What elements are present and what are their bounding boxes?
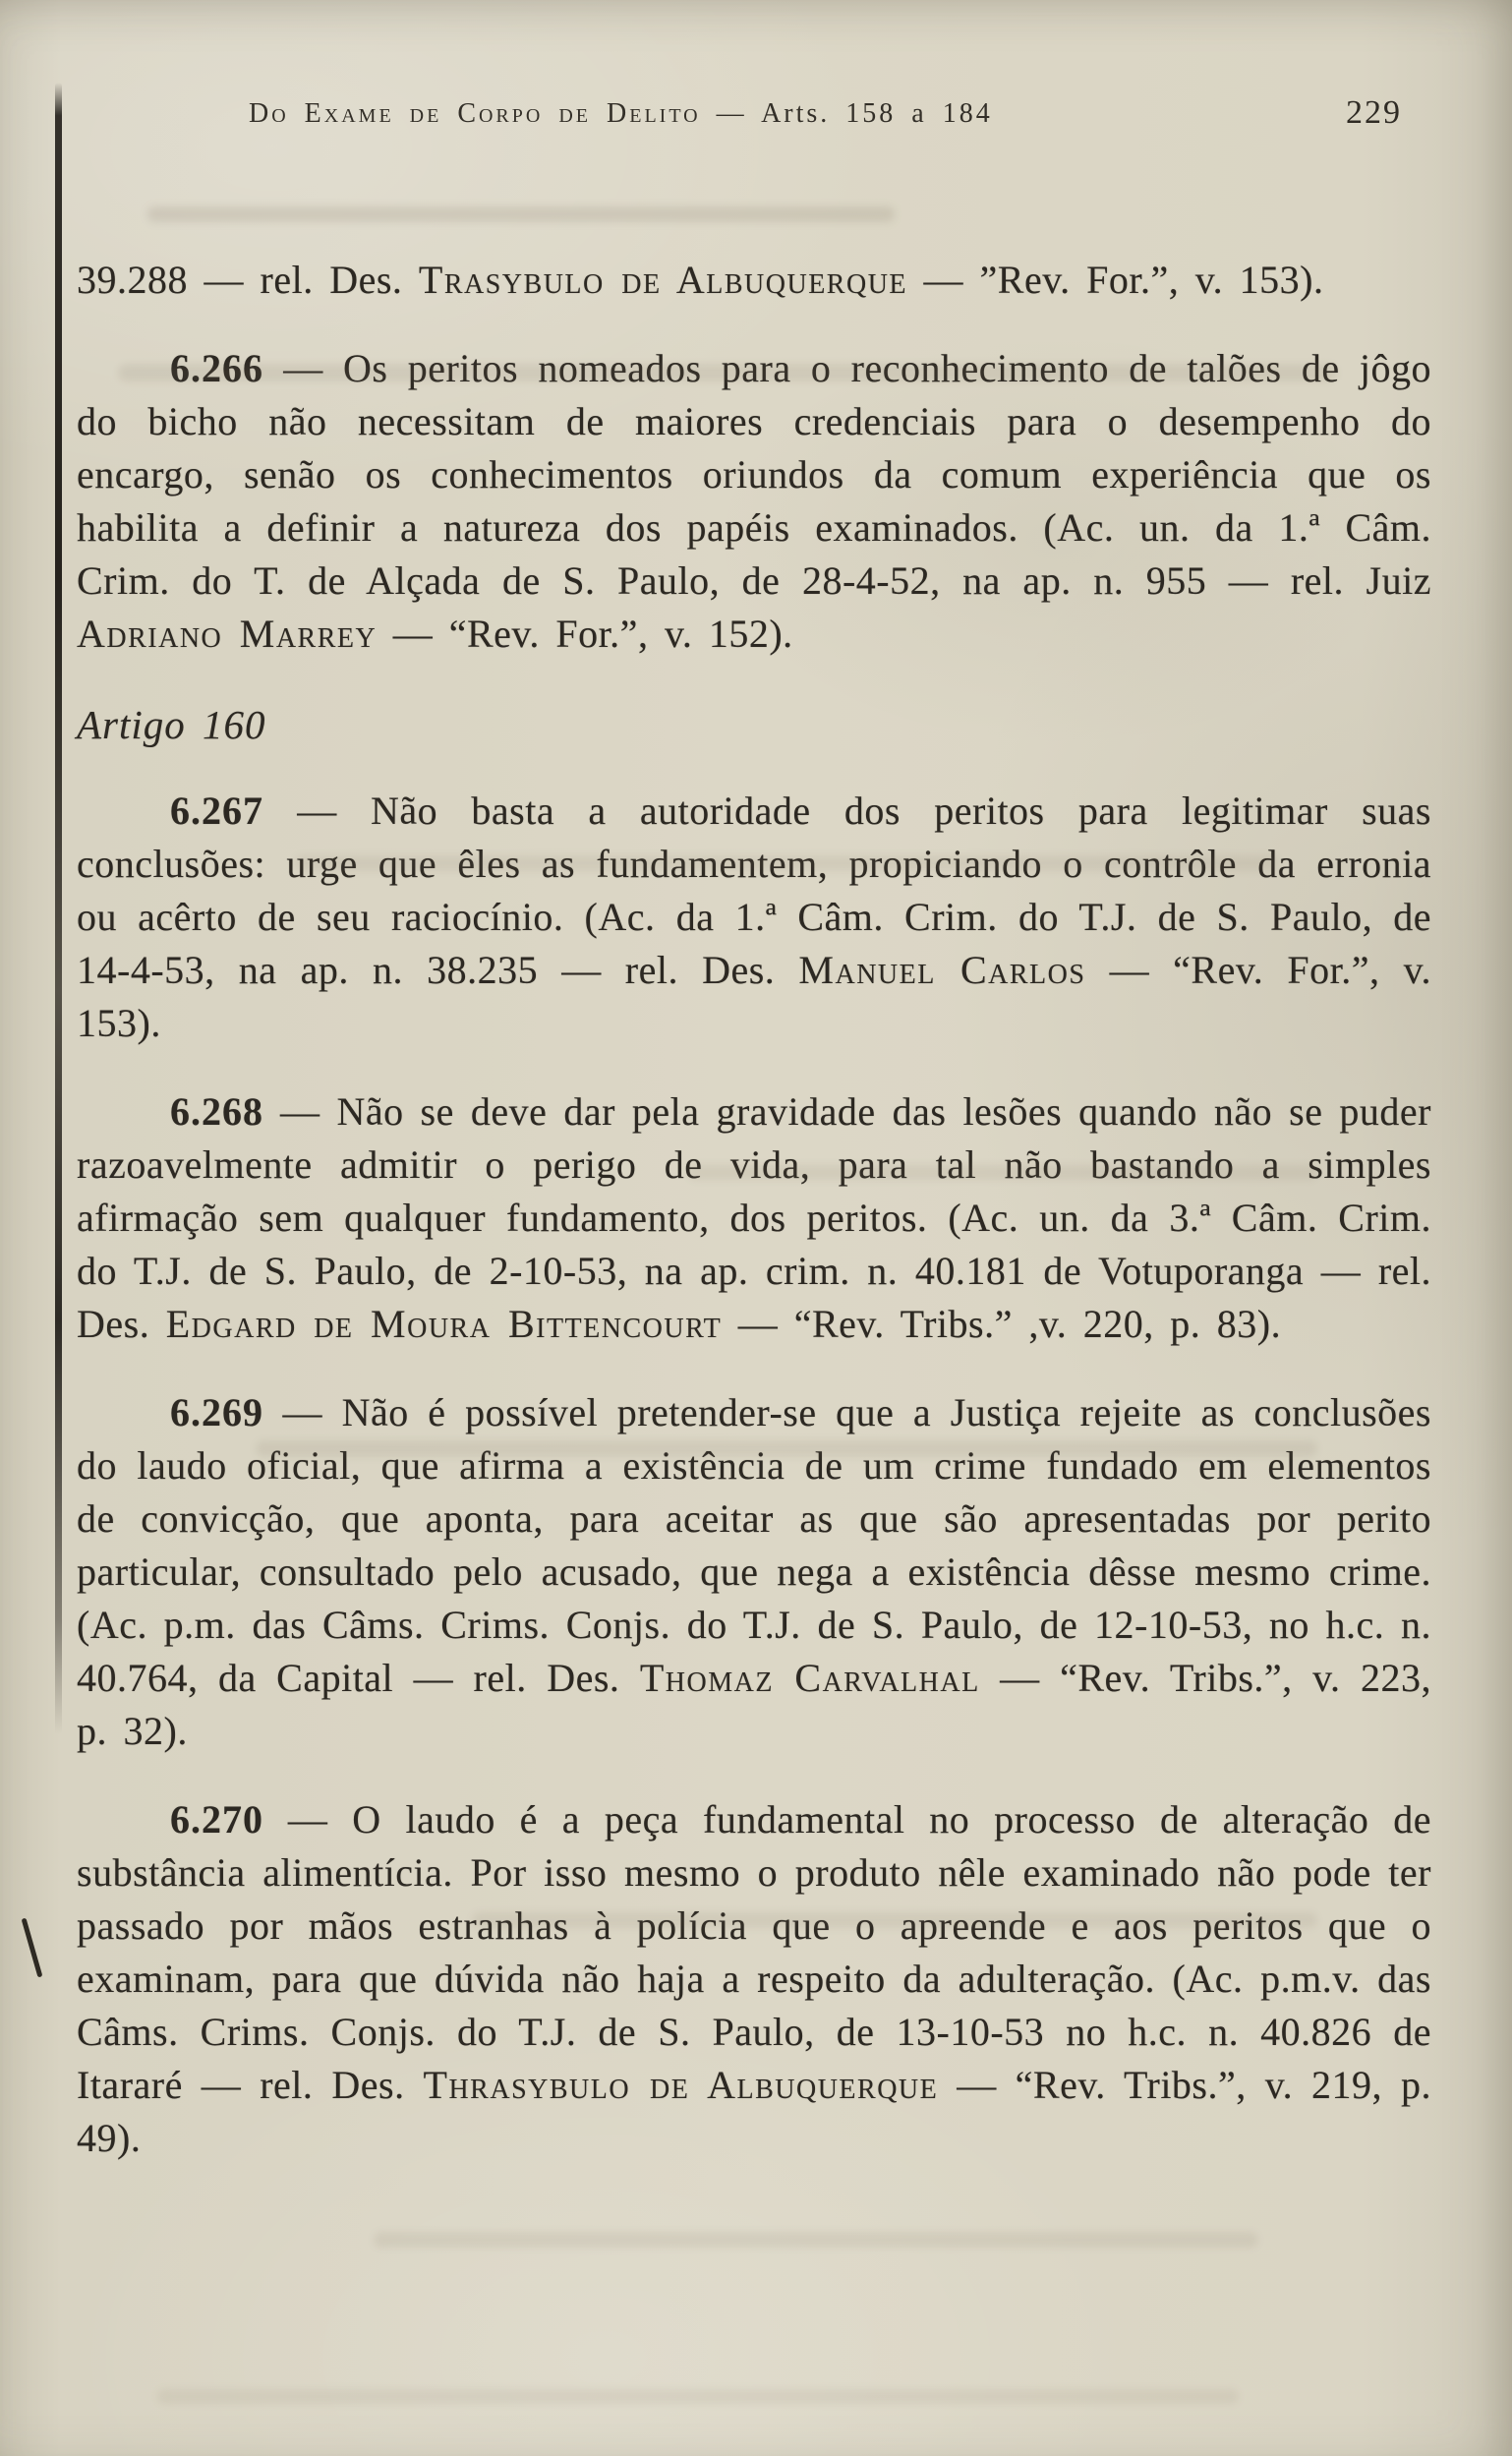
citation-text: — “Rev. For.”, v. 153). [77,948,1431,1045]
bleedthrough-artifact [157,2389,1239,2404]
citation-text: — “Rev. For.”, v. 152). [377,612,793,656]
running-title [249,98,993,130]
citation-text: — “Rev. Tribs.” ,v. 220, p. 83). [722,1302,1282,1346]
page-number: 229 [1346,94,1402,131]
bleedthrough-artifact [295,855,1278,871]
paragraph-39288 [77,254,1431,307]
judge-name: Manuel Carlos [798,948,1086,992]
entry-text: 39.288 — rel. Des. [77,258,419,302]
entry-number: 6.269 [170,1390,263,1434]
bleedthrough-artifact [118,364,1337,381]
bleedthrough-artifact [147,206,895,222]
bleedthrough-artifact [688,1165,1317,1180]
running-title-articles-range: — Arts. 158 a 184 [716,98,993,129]
text-block [77,254,1431,2165]
paragraph-6266 [77,342,1431,661]
running-head [77,0,1431,138]
citation-text: — ”Rev. For.”, v. 153). [907,258,1324,302]
bleedthrough-artifact [472,1912,1317,1928]
entry-text: — Não basta a autoridade dos peritos para legitimar suas conclusões: urge que êles as fundamentem, propiciando o contrôle da erronia ou acêrto de seu raciocínio. (Ac. da 1.ª Câm. Crim. do T.J. de S. Paulo, de 14-4-53, na ap. n. 38.235 — rel. Des. [77,789,1431,992]
citation-text: — “Rev. Tribs.”, v. 223, p. 32). [77,1656,1431,1753]
entry-number: 6.270 [170,1797,263,1842]
scan-gutter-line [55,83,62,1734]
entry-number: 6.268 [170,1089,263,1134]
entry-text: — O laudo é a peça fundamental no processo de alteração de substância alimentícia. Por isso mesmo o produto nêle examinado não pode ter passado por mãos estranhas à polícia que o apreende e aos peritos que o examinam, para que dúvida não haja a respeito da adulteração. (Ac. p.m.v. das Câms. Crims. Conjs. do T.J. de S. Paulo, de 13-10-53 no h.c. n. 40.826 de Itararé — rel. Des. [77,1797,1431,2107]
paragraph-6267 [77,785,1431,1050]
scan-stray-mark [22,1918,43,1978]
entry-text: — Os peritos nomeados para o reconhecimento de talões de jôgo do bicho não necessitam de maiores credenciais para o desempenho do encargo, senão os conhecimentos oriundos da comum experiência que os habilita a definir a natureza dos papéis examinados. (Ac. un. da 1.ª Câm. Crim. do T. de Alçada de S. Paulo, de 28-4-52, na ap. n. 955 — rel. Juiz [77,346,1431,603]
citation-text: — “Rev. Tribs.”, v. 219, p. 49). [77,2063,1431,2160]
judge-name: Thomaz Carvalhal [639,1656,980,1700]
entry-number: 6.266 [170,346,263,390]
entry-text: — Não é possível pretender-se que a Justiça rejeite as conclusões do laudo oficial, que afirma a existência de um crime fundado em elementos de convicção, que aponta, para aceitar as que são apresentadas por perito particular, consultado pelo acusado, que nega a existência dêsse mesmo crime. (Ac. p.m. das Câms. Crims. Conjs. do T.J. de S. Paulo, de 12-10-53, no h.c. n. 40.764, da Capital — rel. Des. [77,1390,1431,1700]
bleedthrough-artifact [374,2232,1258,2248]
judge-name: Adriano Marrey [77,612,378,656]
judge-name: Trasybulo de Albuquerque [418,258,908,302]
judge-name: Edgard de Moura Bittencourt [165,1302,723,1346]
paragraph-6270 [77,1793,1431,2165]
entry-number: 6.267 [170,789,263,833]
paragraph-6268 [77,1085,1431,1351]
entry-text: — Não se deve dar pela gravidade das lesões quando não se puder razoavelmente admitir o perigo de vida, para tal não bastando a simples afirmação sem qualquer fundamento, dos peritos. (Ac. un. da 3.ª Câm. Crim. do T.J. de S. Paulo, de 2-10-53, na ap. crim. n. 40.181 de Votuporanga — rel. Des. [77,1089,1431,1346]
judge-name: Thrasybulo de Albuquerque [423,2063,939,2107]
bleedthrough-artifact [256,1440,1317,1457]
running-title-text: Do Exame de Corpo de Delito [249,98,701,129]
section-heading-artigo-160: Artigo 160 [77,702,266,747]
